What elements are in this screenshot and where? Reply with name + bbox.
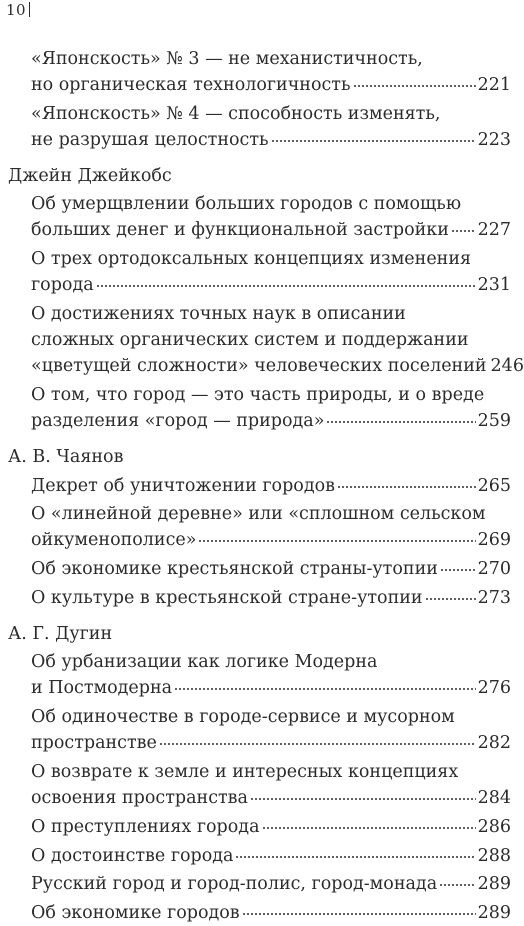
- toc-entry-title-line: но органическая технологичность: [31, 75, 351, 96]
- toc-entry-title-line: пространстве: [31, 733, 157, 754]
- toc-entry-page-number: 246: [490, 356, 524, 377]
- toc-entry-leader-row: [31, 353, 524, 379]
- toc-entry-leader-row: [31, 900, 511, 926]
- dot-leader: [425, 596, 476, 602]
- toc-entry[interactable]: [31, 382, 511, 434]
- dot-leader: [271, 138, 476, 144]
- toc-entry[interactable]: [31, 556, 511, 582]
- dot-leader: [451, 228, 476, 234]
- toc-entry-leader-row: [31, 675, 511, 701]
- toc-entry-leader-row: [31, 871, 511, 897]
- toc-entry-page-number: 231: [477, 275, 511, 296]
- page-number: [6, 0, 30, 20]
- toc-entry-page-number: 276: [477, 678, 511, 699]
- toc-entry-title-line: больших денег и функциональной застройки: [31, 220, 449, 241]
- toc-entry-page-number: 223: [477, 130, 511, 151]
- toc-entry-title-line: разделения «город — природа»: [31, 411, 325, 432]
- toc-entry-page-number: 282: [477, 733, 511, 754]
- toc-entry-leader-row: [31, 127, 511, 153]
- toc-entry-title-line: Об экономике городов: [31, 902, 240, 923]
- toc-entry-leader-row: [31, 843, 511, 869]
- toc-author-heading: А. Г. Дугин: [8, 623, 113, 644]
- toc-entry-title-line: Об экономике крестьянской страны-утопии: [31, 559, 438, 580]
- toc-entry[interactable]: [31, 649, 511, 701]
- dot-leader: [96, 283, 476, 289]
- toc-entry-leader-row: [31, 72, 511, 98]
- dot-leader: [337, 484, 476, 490]
- toc-entry-title-line: освоения пространства: [31, 788, 248, 809]
- toc-entry[interactable]: [31, 843, 511, 869]
- dot-leader: [326, 419, 475, 425]
- toc-entry-leader-row: [31, 785, 511, 811]
- toc-entry-title-line: О достоинстве города: [31, 845, 234, 866]
- toc-entry-leader-row: [31, 527, 511, 553]
- toc-entry[interactable]: [31, 46, 511, 98]
- page-number-value: 10: [6, 1, 27, 19]
- toc-entry-title-line: О трех ортодоксальных концепциях изменения: [31, 249, 472, 270]
- toc-entry-title-line: города: [31, 275, 94, 296]
- toc-entry-title-line: О культуре в крестьянской стране-утопии: [31, 587, 423, 608]
- toc-entry[interactable]: [31, 585, 511, 611]
- toc-entry-title-line: сложных органических систем и поддержании: [31, 330, 469, 351]
- toc-entry-page-number: 284: [477, 788, 511, 809]
- toc-entry[interactable]: [31, 301, 524, 380]
- toc-entry-page-number: 288: [477, 845, 511, 866]
- toc-entry-leader-row: [31, 217, 511, 243]
- toc-entry-title-line: О «линейной деревне» или «сплошном сельском: [31, 504, 486, 525]
- toc-entry[interactable]: [31, 246, 511, 298]
- toc-entry[interactable]: [31, 814, 511, 840]
- toc-entry[interactable]: [31, 101, 511, 153]
- toc-entry-leader-row: [31, 556, 511, 582]
- toc-entry-leader-row: [31, 473, 511, 499]
- toc-entry-title-line: Декрет об уничтожении городов: [31, 475, 335, 496]
- toc-entry-title-line: «цветущей сложности» человеческих поселений: [31, 356, 487, 377]
- toc-entry-title-line: О преступлениях города: [31, 816, 260, 837]
- toc-entry-page-number: 289: [477, 874, 511, 895]
- toc-entry-title-line: «Японскость» № 4 — способность изменять,: [31, 103, 441, 124]
- dot-leader: [439, 882, 475, 888]
- toc-entry-title-line: О возврате к земле и интересных концепциях: [31, 761, 459, 782]
- toc-entry[interactable]: [31, 704, 511, 756]
- dot-leader: [262, 825, 476, 831]
- dot-leader: [353, 83, 476, 89]
- toc-entry-leader-row: [31, 585, 511, 611]
- toc-entry-title-line: ойкуменополисе»: [31, 530, 197, 551]
- toc-entry-page-number: 286: [477, 816, 511, 837]
- toc-entry[interactable]: [31, 759, 511, 811]
- toc-entry-page-number: 270: [477, 559, 511, 580]
- dot-leader: [174, 686, 476, 692]
- toc-author-heading: А. В. Чаянов: [8, 447, 124, 468]
- toc-entry-title-line: «Японскость» № 3 — не механистичность,: [31, 49, 423, 69]
- toc-entry-title-line: не разрушая целостность: [31, 130, 269, 151]
- page-number-rule: [29, 2, 30, 17]
- toc-entry[interactable]: [31, 191, 511, 243]
- dot-leader: [198, 538, 475, 544]
- toc-entry-title-line: Об урбанизации как логике Модерна: [31, 652, 378, 673]
- dot-leader: [242, 911, 476, 917]
- toc-entry-title-line: О том, что город — это часть природы, и о вреде: [31, 385, 485, 406]
- toc-entry-leader-row: [31, 408, 511, 434]
- toc-entry-page-number: 259: [477, 411, 511, 432]
- toc-entry-page-number: 227: [477, 220, 511, 241]
- dot-leader: [440, 567, 476, 573]
- toc-entry-leader-row: [31, 730, 511, 756]
- toc-entry-title-line: Русский город и город-полис, город-монада: [31, 874, 438, 895]
- toc-entry[interactable]: [31, 900, 511, 926]
- toc-entry-leader-row: [31, 814, 511, 840]
- toc-entry[interactable]: [31, 501, 511, 553]
- toc-entry-page-number: 289: [477, 902, 511, 923]
- toc-entry-page-number: 269: [477, 530, 511, 551]
- toc-entry-title-line: и Постмодерна: [31, 678, 173, 699]
- dot-leader: [159, 741, 476, 747]
- toc-entry[interactable]: [31, 473, 511, 499]
- toc-entry-page-number: 273: [477, 587, 511, 608]
- toc-entry-leader-row: [31, 272, 511, 298]
- toc-entry[interactable]: [31, 871, 511, 897]
- toc-entry-title-line: О достижениях точных наук в описании: [31, 304, 406, 325]
- dot-leader: [235, 854, 475, 860]
- dot-leader: [250, 796, 476, 802]
- toc-entry-title-line: Об умерщвлении больших городов с помощью: [31, 194, 462, 215]
- toc-author-heading: Джейн Джейкобс: [8, 165, 172, 186]
- toc-entry-page-number: 265: [477, 475, 511, 496]
- toc-entry-title-line: Об одиночестве в городе-сервисе и мусорном: [31, 707, 455, 727]
- toc-entry-page-number: 221: [477, 75, 511, 96]
